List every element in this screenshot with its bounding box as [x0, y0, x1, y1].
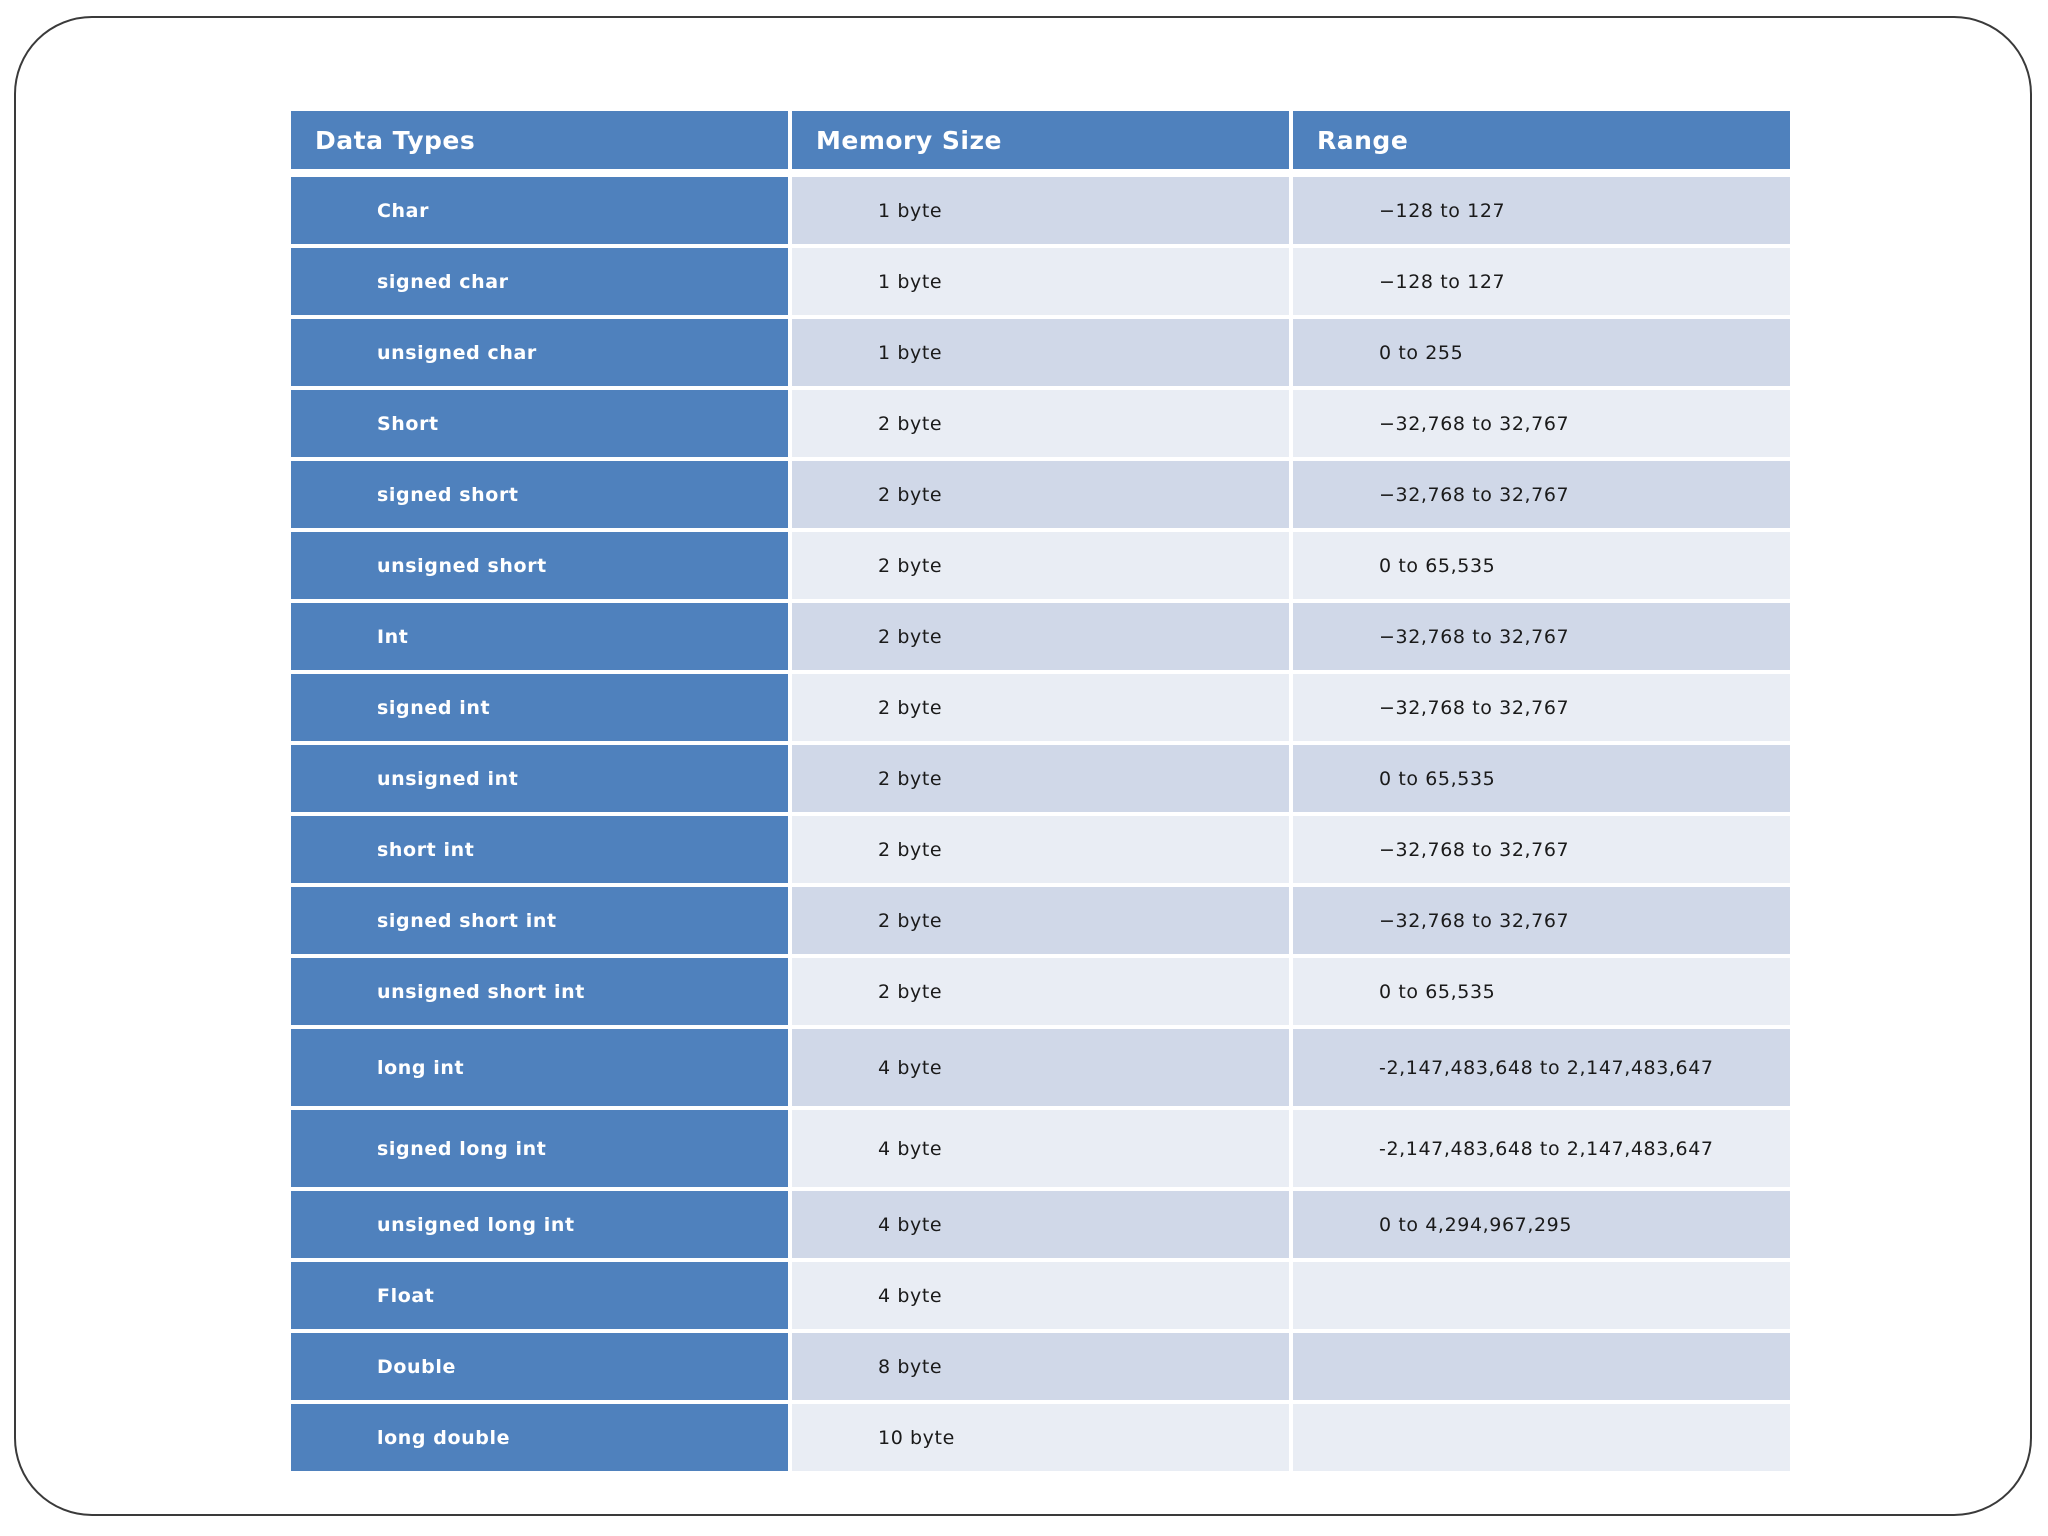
- size-cell: 2 byte: [792, 674, 1289, 741]
- size-cell: 2 byte: [792, 461, 1289, 528]
- size-cell: 4 byte: [792, 1029, 1289, 1106]
- table-row: [291, 745, 1790, 812]
- data-types-table: [287, 107, 1794, 1475]
- range-cell: -2,147,483,648 to 2,147,483,647: [1293, 1029, 1790, 1106]
- type-cell: signed short: [291, 461, 788, 528]
- range-cell: −128 to 127: [1293, 177, 1790, 244]
- range-cell: 0 to 65,535: [1293, 532, 1790, 599]
- table-row: [291, 461, 1790, 528]
- type-cell: unsigned char: [291, 319, 788, 386]
- type-cell: short int: [291, 816, 788, 883]
- range-cell: −32,768 to 32,767: [1293, 887, 1790, 954]
- table-row: [291, 958, 1790, 1025]
- type-cell: unsigned int: [291, 745, 788, 812]
- type-cell: signed char: [291, 248, 788, 315]
- type-cell: Int: [291, 603, 788, 670]
- range-cell: 0 to 65,535: [1293, 958, 1790, 1025]
- table-row: [291, 1029, 1790, 1106]
- range-cell: −128 to 127: [1293, 248, 1790, 315]
- size-cell: 4 byte: [792, 1262, 1289, 1329]
- table-row: [291, 248, 1790, 315]
- range-cell: −32,768 to 32,767: [1293, 603, 1790, 670]
- type-cell: Float: [291, 1262, 788, 1329]
- range-cell: [1293, 1333, 1790, 1400]
- size-cell: 2 byte: [792, 745, 1289, 812]
- type-cell: signed long int: [291, 1110, 788, 1187]
- table-row: [291, 532, 1790, 599]
- table-row: [291, 674, 1790, 741]
- size-cell: 4 byte: [792, 1110, 1289, 1187]
- size-cell: 1 byte: [792, 248, 1289, 315]
- range-cell: [1293, 1262, 1790, 1329]
- size-cell: 10 byte: [792, 1404, 1289, 1471]
- table-row: [291, 1262, 1790, 1329]
- type-cell: unsigned short int: [291, 958, 788, 1025]
- header-range: Range: [1293, 111, 1790, 173]
- table-row: [291, 887, 1790, 954]
- size-cell: 2 byte: [792, 390, 1289, 457]
- type-cell: signed int: [291, 674, 788, 741]
- range-cell: -2,147,483,648 to 2,147,483,647: [1293, 1110, 1790, 1187]
- type-cell: Char: [291, 177, 788, 244]
- range-cell: 0 to 255: [1293, 319, 1790, 386]
- type-cell: unsigned long int: [291, 1191, 788, 1258]
- table-row: [291, 1191, 1790, 1258]
- table-row: [291, 319, 1790, 386]
- table-row: [291, 177, 1790, 244]
- range-cell: −32,768 to 32,767: [1293, 390, 1790, 457]
- range-cell: 0 to 4,294,967,295: [1293, 1191, 1790, 1258]
- header-memory-size: Memory Size: [792, 111, 1289, 173]
- size-cell: 2 byte: [792, 887, 1289, 954]
- type-cell: unsigned short: [291, 532, 788, 599]
- slide-frame: [14, 16, 2032, 1516]
- type-cell: signed short int: [291, 887, 788, 954]
- table-row: [291, 1404, 1790, 1471]
- range-cell: −32,768 to 32,767: [1293, 674, 1790, 741]
- size-cell: 1 byte: [792, 177, 1289, 244]
- table-row: [291, 603, 1790, 670]
- type-cell: long double: [291, 1404, 788, 1471]
- size-cell: 2 byte: [792, 532, 1289, 599]
- size-cell: 2 byte: [792, 958, 1289, 1025]
- size-cell: 1 byte: [792, 319, 1289, 386]
- range-cell: 0 to 65,535: [1293, 745, 1790, 812]
- size-cell: 4 byte: [792, 1191, 1289, 1258]
- range-cell: −32,768 to 32,767: [1293, 461, 1790, 528]
- table-row: [291, 816, 1790, 883]
- table-header-row: [291, 111, 1790, 173]
- range-cell: −32,768 to 32,767: [1293, 816, 1790, 883]
- table-row: [291, 390, 1790, 457]
- table-row: [291, 1110, 1790, 1187]
- type-cell: Short: [291, 390, 788, 457]
- table-row: [291, 1333, 1790, 1400]
- size-cell: 2 byte: [792, 603, 1289, 670]
- size-cell: 8 byte: [792, 1333, 1289, 1400]
- type-cell: long int: [291, 1029, 788, 1106]
- size-cell: 2 byte: [792, 816, 1289, 883]
- header-data-types: Data Types: [291, 111, 788, 173]
- range-cell: [1293, 1404, 1790, 1471]
- type-cell: Double: [291, 1333, 788, 1400]
